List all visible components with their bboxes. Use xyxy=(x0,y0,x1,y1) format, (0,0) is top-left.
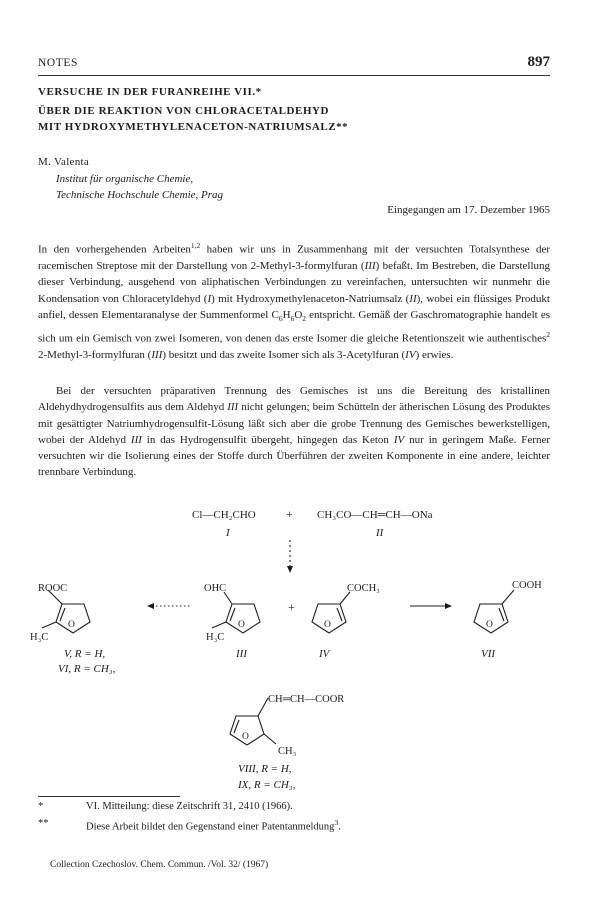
label-I: I xyxy=(226,527,230,539)
ring-O-V: O xyxy=(68,620,75,630)
paragraph-1: In den vorhergehenden Arbeiten$^{1,2}$ haben wir uns in Zusammenhang mit der versuchten Totalsynthese der racemischen Streptose mit der Darstellung von 2-Methyl-3-formylfuran (III) befaßt. Im Bestreben, die Darstellung dieser Verbindung, ausgehend von aliphatischen Verbindungen zu vereinfachen, untersuchten wir nunmehr die Kondensation von Chloracetyldehyd (I) mit Hydroxymethylenaceton-Natriumsalz (II), wobei ein flüssiges Produkt anfiel, dessen Elementaranalyse der Summenformel $C_6H_6O_2$ entspricht. Gemäß der Gaschromatographie handelt es sich um ein Gemisch von zwei Isomeren, von denen das erste Isomer die gleiche Retentionszeit wie authentisches$^2$ 2-Methyl-3-formylfuran (III) besitzt und das zweite Isomer sich als 3-Acetylfuran (IV) erwies. xyxy=(38,241,551,362)
arrow-left-head xyxy=(147,603,154,609)
institution-line-1: Institut für organische Chemie, xyxy=(56,173,194,185)
citation-2: 2 xyxy=(546,330,550,340)
sub-chain: CH═CH—COOR xyxy=(268,694,345,705)
journal-footer: Collection Czechoslov. Chem. Commun. /Vol. 32/ (1967) xyxy=(50,860,269,870)
title-line-1: VERSUCHE IN DER FURANREIHE VII.* xyxy=(38,86,262,98)
label-VII: VII xyxy=(481,648,496,660)
sub-COCH3: COCH₃ xyxy=(347,583,380,594)
sub-COOH: COOH xyxy=(512,580,542,591)
ring-O-VIII: O xyxy=(242,732,249,742)
footnote-mark-2: ** xyxy=(38,818,49,829)
sub-H3C-V: H₃C xyxy=(30,632,49,643)
paragraph-2: Bei der versuchten präparativen Trennung des Gemisches ist uns die Bereitung des kristallinen Aldehydhydrogensulfits aus dem Aldehyd III nicht gelungen; beim Schütteln der ätherischen Lösung des Produktes mit gesättigter Natriumhydrogensulfit-Lösung läßt sich aber die grobe Trennung des Gemisches bewerkstelligen, wobei der Aldehyd III in das Hydrogensulfit übergeht, hingegen das Keton IV nur in geringem Maße. Ferner versuchten wir die Isolierung eines der Stoffe durch Überführen der zweiten Komponente in eine andere, leichter trennbare Verbindung. xyxy=(38,385,550,479)
sub-OHC: OHC xyxy=(204,583,227,594)
label-VI: VI, R = CH₃, xyxy=(58,663,116,675)
furan-ring-IV xyxy=(312,592,350,633)
ring-O-VII: O xyxy=(486,620,493,630)
footnote-text-2: Diese Arbeit bildet den Gegenstand einer Patentanmeldung xyxy=(86,821,335,833)
reactant-2: CH₃CO—CH═CH—ONa xyxy=(317,509,433,521)
institution-line-2: Technische Hochschule Chemie, Prag xyxy=(56,189,224,201)
label-IV: IV xyxy=(319,648,330,660)
furan-ring-VII xyxy=(474,590,514,633)
citation-1-2: 1,2 xyxy=(190,241,201,250)
sub-ROOC: ROOC xyxy=(38,583,68,594)
arrow-right-head xyxy=(445,603,452,609)
section-label: NOTES xyxy=(38,57,79,69)
label-VIII: VIII, R = H, xyxy=(238,763,292,775)
received-date: Eingegangen am 17. Dezember 1965 xyxy=(387,204,550,216)
author: M. Valenta xyxy=(38,156,90,168)
title-line-2: ÜBER DIE REAKTION VON CHLORACETALDEHYD xyxy=(38,105,330,117)
plus-2: + xyxy=(288,600,295,614)
furan-ring-VIII xyxy=(230,698,276,745)
footnote-rule xyxy=(38,796,180,797)
ring-O-III: O xyxy=(238,620,245,630)
reactant-1: Cl—CH₂CHO xyxy=(192,509,256,521)
furan-ring-V xyxy=(42,590,90,633)
arrow-down-head xyxy=(287,566,293,573)
label-IX: IX, R = CH₃, xyxy=(238,779,296,791)
footnote-text-1: VI. Mitteilung: diese Zeitschrift 31, 2410 (1966). xyxy=(86,801,293,812)
title-line-3: MIT HYDROXYMETHYLENACETON-NATRIUMSALZ** xyxy=(38,121,349,133)
running-header xyxy=(38,55,550,73)
header-rule xyxy=(38,75,550,76)
sub-CH3: CH₃ xyxy=(278,746,297,757)
footnote-mark-1: * xyxy=(38,801,44,812)
label-II: II xyxy=(376,527,384,539)
sub-H3C-III: H₃C xyxy=(206,632,225,643)
furan-ring-III xyxy=(212,592,260,633)
footnote-citation-3: 3 xyxy=(334,818,339,827)
label-V: V, R = H, xyxy=(64,648,106,660)
ring-O-IV: O xyxy=(324,620,331,630)
label-III: III xyxy=(236,648,247,660)
plus-1: + xyxy=(286,507,293,521)
page-number: 897 xyxy=(527,54,550,70)
